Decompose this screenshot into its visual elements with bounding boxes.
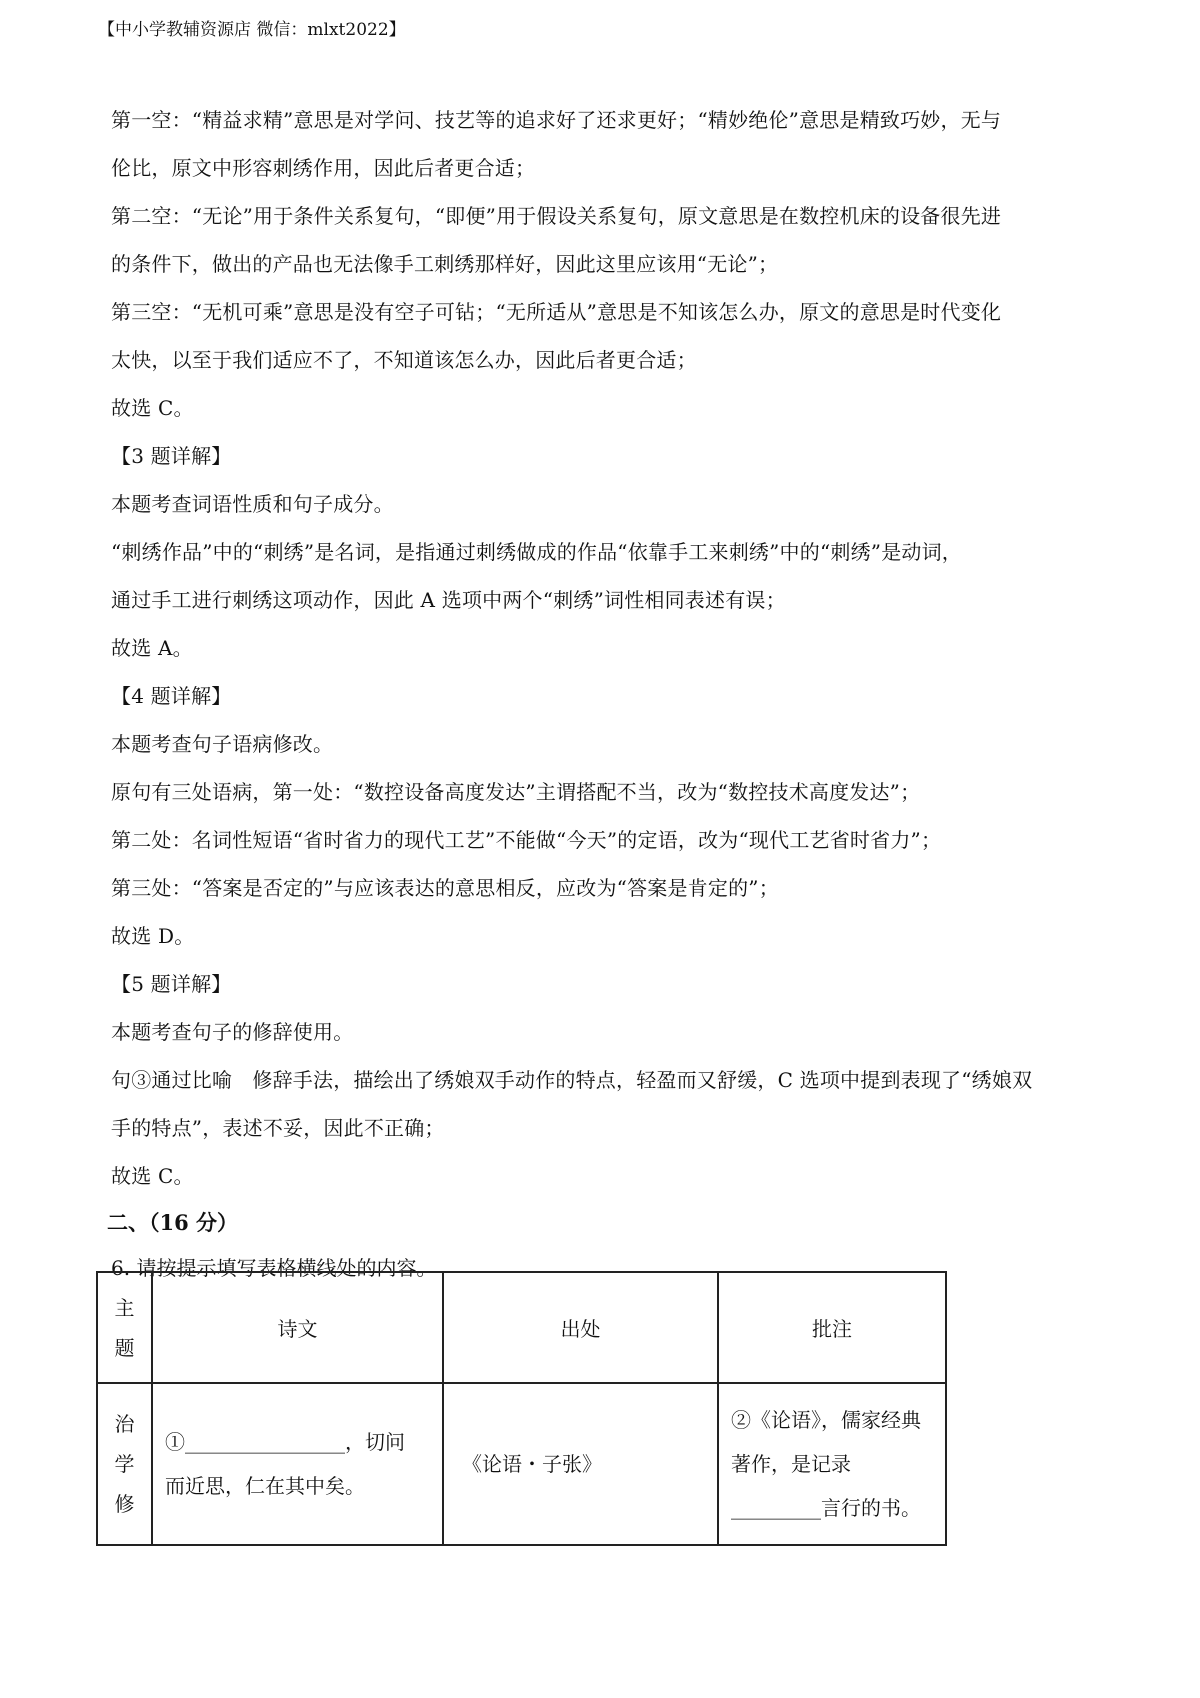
poem-blank-line: ①________________，切问 xyxy=(165,1430,405,1454)
text-line: 手的特点”，表述不妥，因此不正确； xyxy=(111,1116,445,1140)
text-line: 通过手工进行刺绣这项动作，因此 A 选项中两个“刺绣”词性相同表述有误； xyxy=(111,588,786,612)
answer-explanation xyxy=(107,96,1111,1290)
theme-char: 学 xyxy=(114,1452,135,1476)
section-heading: 二、（16 分） xyxy=(107,1210,239,1235)
table-row xyxy=(97,1383,946,1545)
text-line: 第一空：“精益求精”意思是对学问、技艺等的追求好了还求更好；“精妙绝伦”意思是精致巧妙，无与 xyxy=(111,108,1002,132)
header-note: 批注 xyxy=(718,1272,946,1383)
source-text: 《论语・子张》 xyxy=(462,1452,602,1476)
question-3-heading: 【3 题详解】 xyxy=(111,444,232,468)
header-theme-char: 主 xyxy=(114,1295,135,1320)
text-line: 第二处：名词性短语“省时省力的现代工艺”不能做“今天”的定语，改为“现代工艺省时省力”； xyxy=(111,828,942,852)
watermark: 【中小学教辅资源店 微信：mlxt2022】 xyxy=(98,20,406,40)
text-line: 本题考查句子语病修改。 xyxy=(111,732,334,756)
poem-cell xyxy=(152,1383,443,1545)
question-4-heading: 【4 题详解】 xyxy=(111,684,232,708)
text-line: 伦比，原文中形容刺绣作用，因此后者更合适； xyxy=(111,156,536,180)
answer-choice: 故选 D。 xyxy=(111,924,195,948)
theme-char: 修 xyxy=(114,1492,135,1516)
source-cell xyxy=(443,1383,718,1545)
text-line: 第二空：“无论”用于条件关系复句，“即便”用于假设关系复句，原文意思是在数控机床的设备很先进 xyxy=(111,204,1002,228)
answer-choice: 故选 C。 xyxy=(111,1164,194,1188)
note-line: 著作，是记录 xyxy=(731,1452,851,1476)
note-blank-line: _________言行的书。 xyxy=(731,1496,921,1520)
header-poem: 诗文 xyxy=(152,1272,443,1383)
note-cell xyxy=(718,1383,946,1545)
theme-char: 治 xyxy=(114,1412,135,1436)
answer-choice: 故选 A。 xyxy=(111,636,193,660)
poem-table xyxy=(96,1271,947,1546)
theme-cell xyxy=(97,1383,152,1545)
text-line: 第三处：“答案是否定的”与应该表达的意思相反，应改为“答案是肯定的”； xyxy=(111,876,779,900)
question-5-heading: 【5 题详解】 xyxy=(111,972,232,996)
header-theme xyxy=(97,1272,152,1383)
question-6-prompt: 6. 请按提示填写表格横线处的内容。 xyxy=(111,1256,437,1280)
header-theme-char: 题 xyxy=(114,1335,135,1360)
table-header-row xyxy=(97,1272,946,1383)
text-line: 句③通过比喻 修辞手法，描绘出了绣娘双手动作的特点，轻盈而又舒缓，C 选项中提到表现了“绣娘双 xyxy=(111,1068,1033,1092)
text-line: 原句有三处语病，第一处：“数控设备高度发达”主谓搭配不当，改为“数控技术高度发达”； xyxy=(111,780,921,804)
header-source: 出处 xyxy=(443,1272,718,1383)
text-line: “刺绣作品”中的“刺绣”是名词，是指通过刺绣做成的作品“依靠手工来刺绣”中的“刺绣”是动词， xyxy=(111,540,962,564)
text-line: 的条件下，做出的产品也无法像手工刺绣那样好，因此这里应该用“无论”； xyxy=(111,252,779,276)
text-line: 本题考查词语性质和句子成分。 xyxy=(111,492,394,516)
text-line: 本题考查句子的修辞使用。 xyxy=(111,1020,354,1044)
text-line: 第三空：“无机可乘”意思是没有空子可钻；“无所适从”意思是不知该怎么办，原文的意思是时代变化 xyxy=(111,300,1002,324)
text-line: 太快，以至于我们适应不了，不知道该怎么办，因此后者更合适； xyxy=(111,348,697,372)
answer-choice: 故选 C。 xyxy=(111,396,194,420)
note-line: ②《论语》，儒家经典 xyxy=(731,1408,921,1432)
poem-line: 而近思，仁在其中矣。 xyxy=(165,1474,365,1498)
